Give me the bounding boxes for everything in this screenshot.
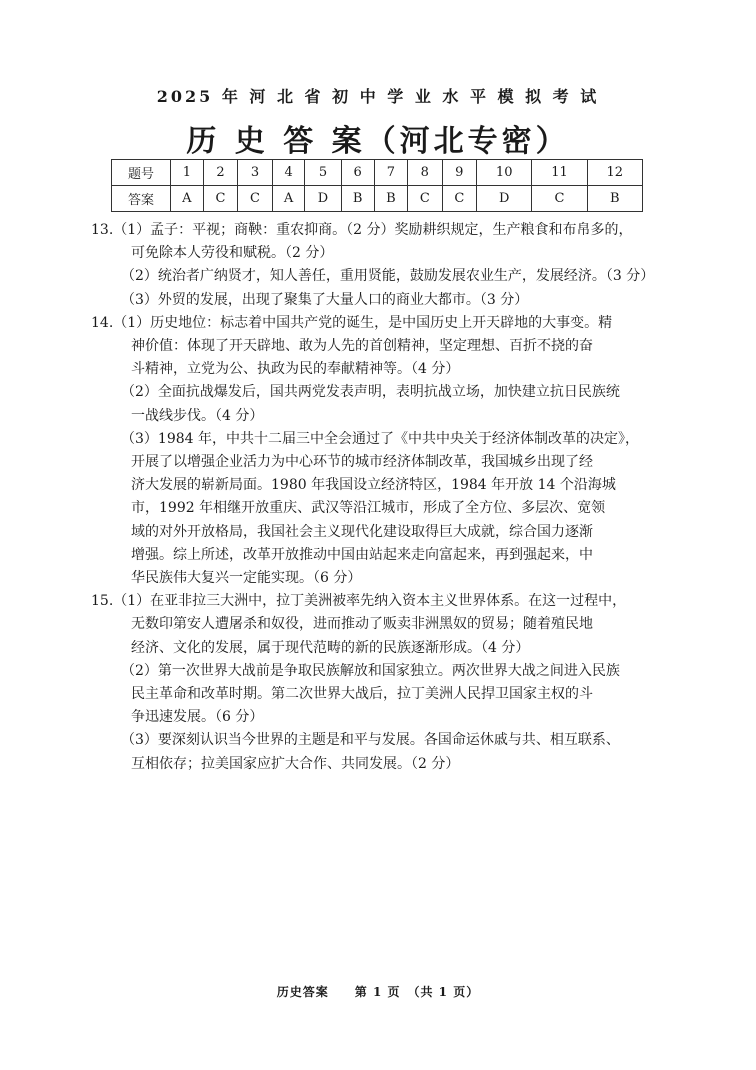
question-number-cell: 7 [374,160,407,186]
answer-line: 13.（1）孟子：平视；商鞅：重农抑商。（2 分）奖励耕织规定，生产粮食和布帛多的， [91,222,633,238]
question-number-cell: 9 [442,160,477,186]
answer-line: （2）全面抗战爆发后，国共两党发表声明，表明抗战立场，加快建立抗日民族统 [121,384,620,401]
answer-cell: C [442,186,477,212]
answer-line: 济大发展的崭新局面。1980 年我国设立经济特区，1984 年开放 14 个沿海城 [131,477,616,494]
answer-line: 无数印第安人遭屠杀和奴役，进而推动了贩卖非洲黑奴的贸易；随着殖民地 [131,616,593,633]
answer-line: （3）外贸的发展，出现了聚集了大量人口的商业大都市。（3 分） [121,291,529,308]
answer-line: 斗精神，立党为公、执政为民的奉献精神等。（4 分） [131,361,460,378]
answer-line: （3）要深刻认识当今世界的主题是和平与发展。各国命运休戚与共、相互联系、 [121,732,620,749]
question-number-cell: 6 [341,160,374,186]
answer-line: （2）统治者广纳贤才，知人善任，重用贤能，鼓励发展农业生产，发展经济。（3 分） [121,268,655,285]
answer-line: 市，1992 年相继开放重庆、武汉等沿江城市，形成了全方位、多层次、宽领 [131,500,606,517]
answer-line: 域的对外开放格局，我国社会主义现代化建设取得巨大成就，综合国力逐渐 [131,523,593,540]
answer-line: 神价值：体现了开天辟地、敢为人先的首创精神，坚定理想、百折不挠的奋 [131,338,593,355]
question-number-label: 题号 [112,160,171,186]
answer-line: 华民族伟大复兴一定能实现。（6 分） [131,570,362,587]
answer-cell: B [341,186,374,212]
answer-line: 经济、文化的发展，属于现代范畴的新的民族逐渐形成。（4 分） [131,639,530,656]
answer-cell: C [408,186,443,212]
answer-line: 可免除本人劳役和赋税。（2 分） [131,245,334,262]
question-13-part-3 [91,289,669,312]
answer-line: （2）第一次世界大战前是争取民族解放和国家独立。两次世界大战之间进入民族 [121,662,620,679]
answer-row [112,186,643,212]
answer-line: 民主革命和改革时期。第二次世界大战后，拉丁美洲人民捍卫国家主权的斗 [131,686,593,703]
question-14-part-3 [91,428,669,590]
question-number-cell: 12 [587,160,642,186]
answer-label: 答案 [112,186,171,212]
question-14-part-2 [91,381,669,427]
question-number-cell: 3 [238,160,273,186]
answer-line: 争迅速发展。（6 分） [131,709,264,726]
answer-line: 互相依存；拉美国家应扩大合作、共同发展。（2 分） [131,755,460,772]
question-number-cell: 2 [203,160,238,186]
answer-cell: B [587,186,642,212]
question-14-part-1 [91,312,669,382]
answer-line: 15.（1）在亚非拉三大洲中，拉丁美洲被率先纳入资本主义世界体系。在这一过程中， [91,593,627,610]
question-15-part-2 [91,660,669,730]
answer-line: 14.（1）历史地位：标志着中国共产党的诞生，是中国历史上开天辟地的大事变。精 [91,314,613,331]
exam-title: 2025 年 河 北 省 初 中 学 业 水 平 模 拟 考 试 [156,87,600,106]
page-title: 历 史 答 案（河北专密） [186,124,570,159]
question-14 [91,312,669,590]
question-number-cell: 4 [272,160,305,186]
answer-line: 一战线步伐。（4 分） [131,407,264,424]
question-number-cell: 11 [532,160,587,186]
question-number-cell: 1 [171,160,204,186]
answer-cell: D [305,186,341,212]
question-number-row [112,160,643,186]
question-15 [91,590,669,776]
question-number-cell: 5 [305,160,341,186]
answer-line: 开展了以增强企业活力为中心环节的城市经济体制改革，我国城乡出现了经 [131,454,593,471]
answer-cell: C [238,186,273,212]
answer-table [111,159,643,212]
question-15-part-1 [91,590,669,660]
answer-cell: A [272,186,305,212]
question-number-cell: 10 [477,160,532,186]
answer-cell: C [532,186,587,212]
answer-cell: A [171,186,204,212]
answer-content [91,219,669,776]
answer-line: 增强。综上所述，改革开放推动中国由站起来走向富起来，再到强起来，中 [131,546,593,563]
answer-cell: D [477,186,532,212]
answer-line: （3）1984 年，中共十二届三中全会通过了《中共中央关于经济体制改革的决定》， [121,430,639,447]
question-13-part-2 [91,265,669,288]
answer-cell: B [374,186,407,212]
question-15-part-3 [91,729,669,775]
question-13 [91,219,669,312]
page-footer: 历史答案 第 1 页 （共 1 页） [276,985,480,999]
question-13-part-1 [91,219,669,265]
answer-cell: C [203,186,238,212]
question-number-cell: 8 [408,160,443,186]
